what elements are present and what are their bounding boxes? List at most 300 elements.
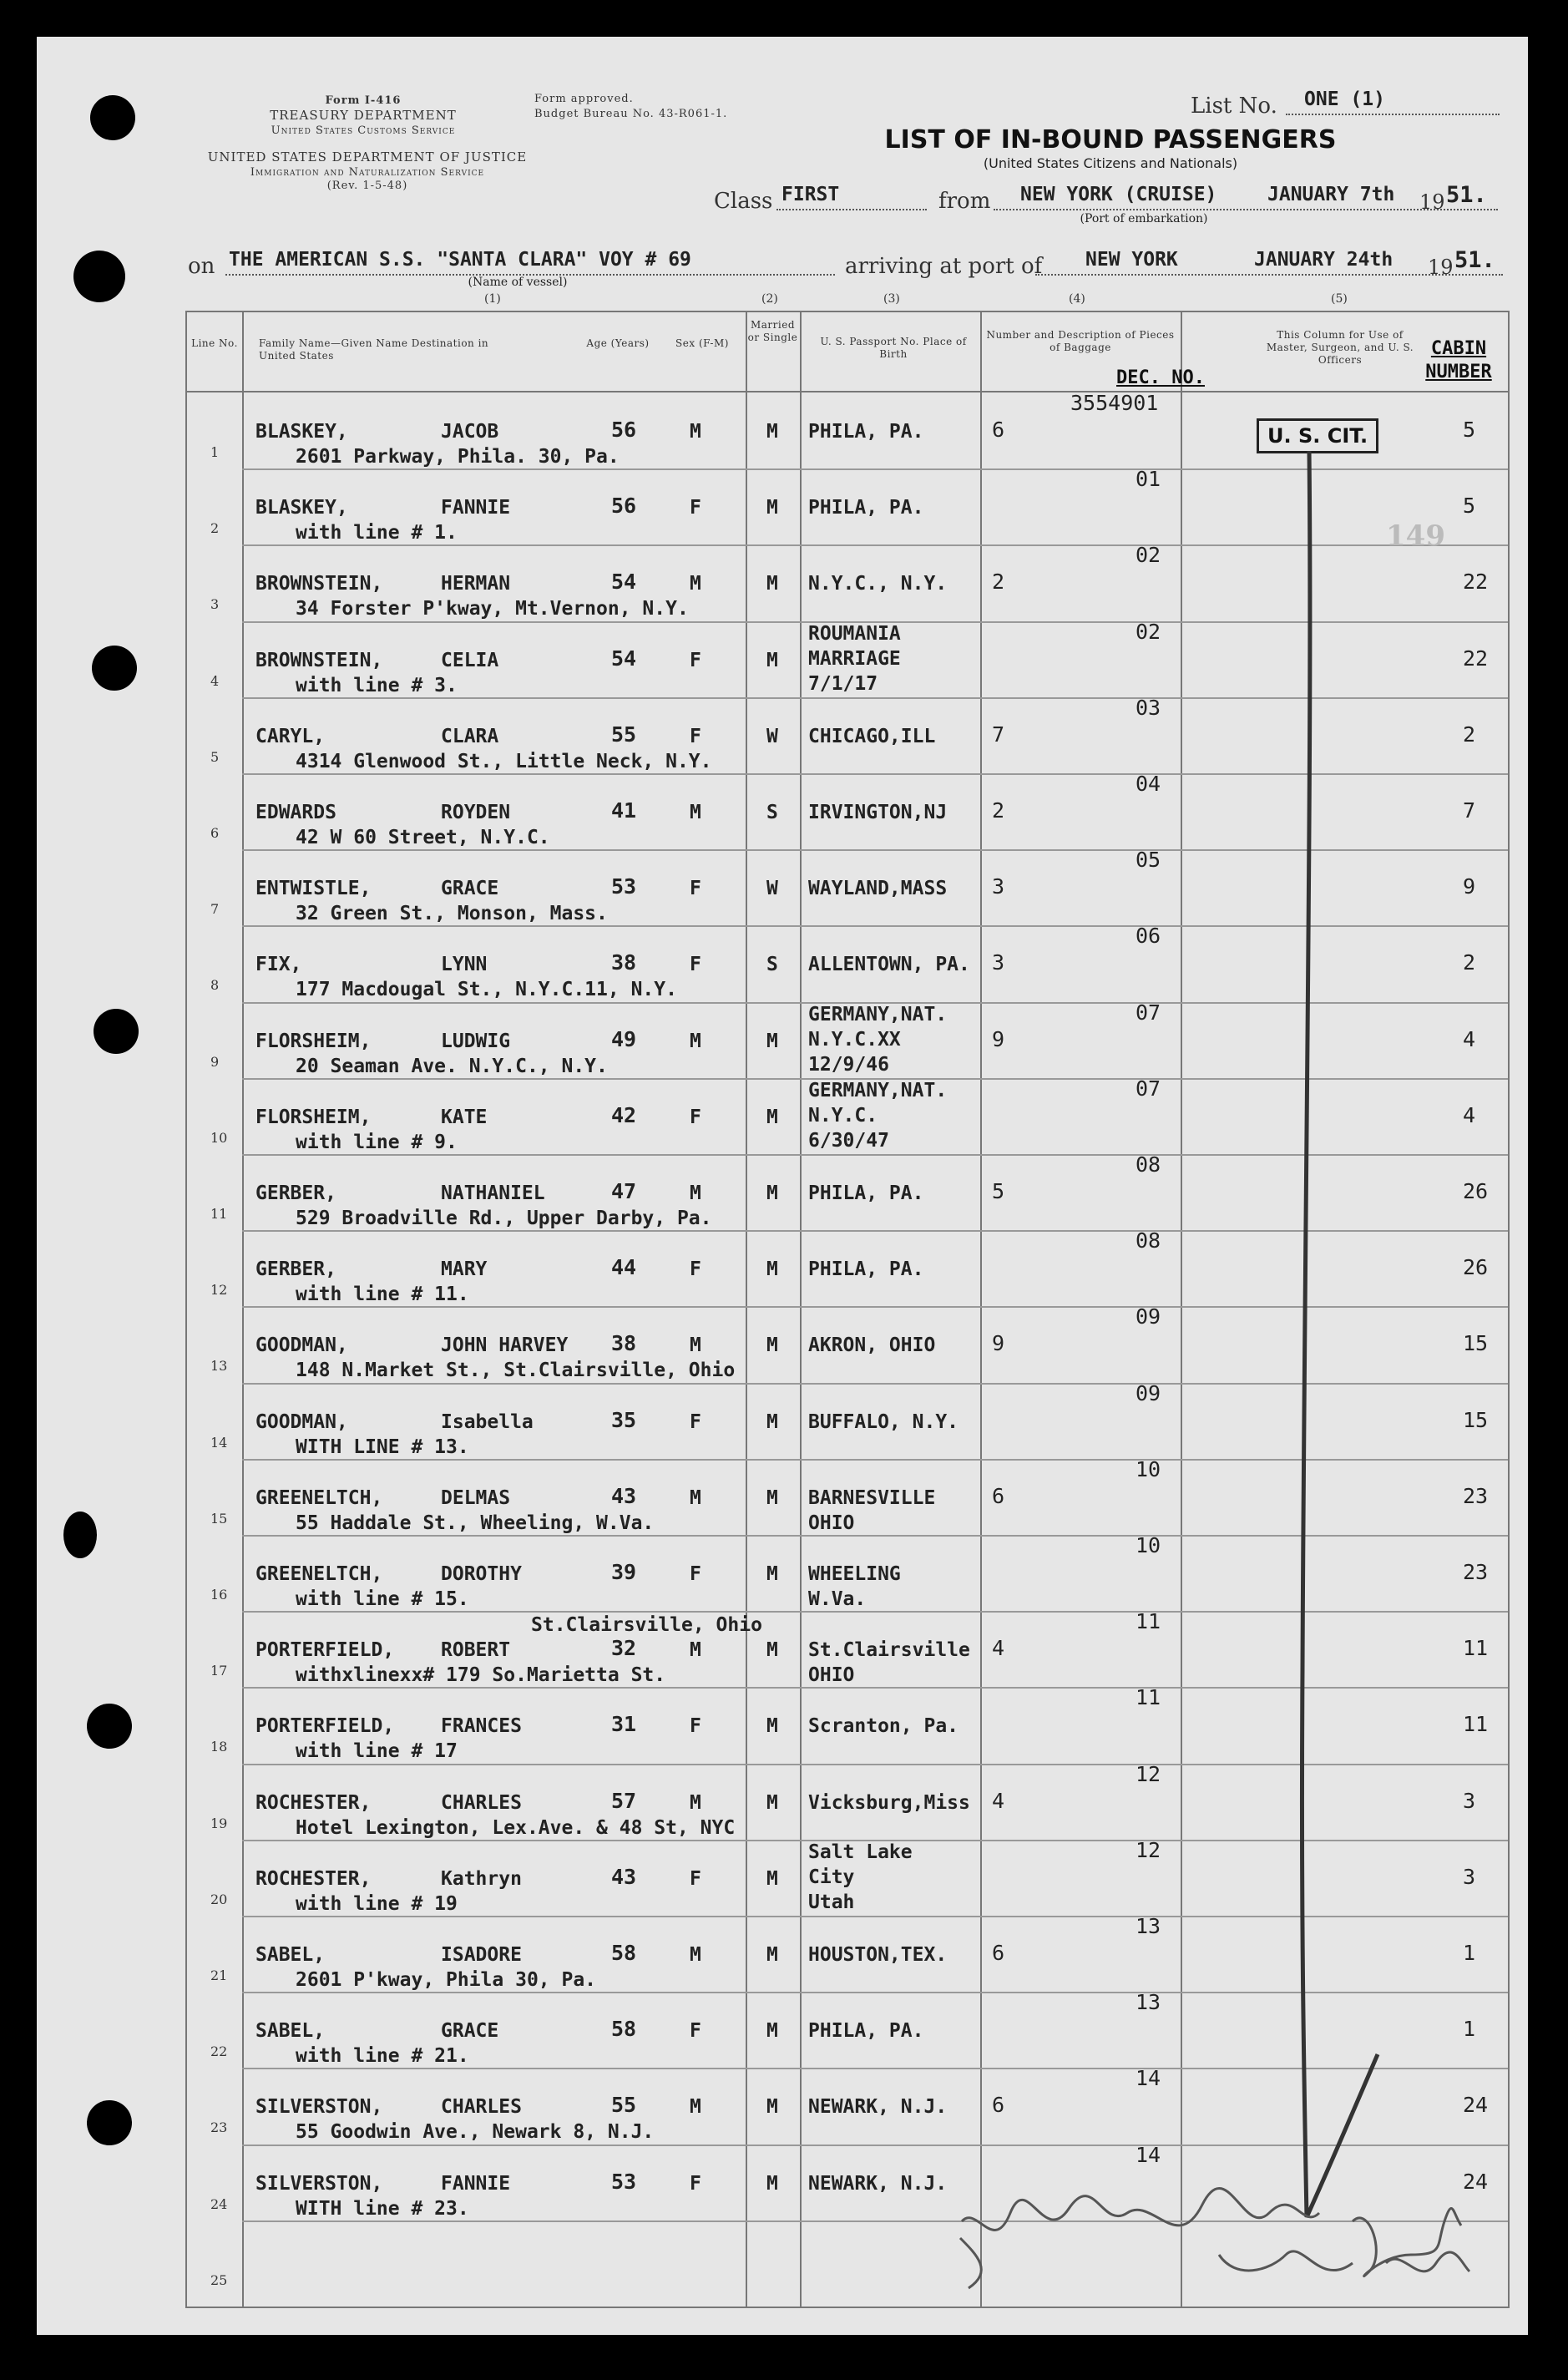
justice-line: Immigration and Naturalization Service — [250, 166, 485, 179]
age: 31 — [611, 1712, 637, 1737]
birth-place: OHIO — [808, 1512, 855, 1534]
destination: withxlinexx# 179 So.Marietta St. — [296, 1664, 666, 1687]
birth-place: 12/9/46 — [808, 1053, 889, 1076]
sex: F — [690, 954, 701, 976]
birth-place: Scranton, Pa. — [808, 1715, 959, 1738]
column-number: (4) — [1069, 292, 1085, 306]
marital-status: M — [766, 421, 778, 443]
baggage-count: 6 — [992, 2093, 1005, 2118]
line-number: 17 — [210, 1663, 228, 1679]
age: 56 — [611, 418, 637, 442]
given-name: LYNN — [441, 954, 488, 976]
destination: 148 N.Market St., St.Clairsville, Ohio — [296, 1360, 736, 1382]
line-number: 13 — [210, 1358, 228, 1375]
age: 57 — [611, 1788, 637, 1813]
sex: F — [690, 1410, 701, 1433]
marital-status: M — [766, 1715, 778, 1738]
dec-number: 12 — [1136, 1837, 1161, 1862]
cabin-number: 5 — [1463, 494, 1476, 519]
given-name: CELIA — [441, 649, 499, 671]
birth-place: IRVINGTON,NJ — [808, 802, 948, 823]
marital-status: M — [766, 2172, 778, 2195]
age: 54 — [611, 646, 637, 671]
marital-status: M — [766, 573, 778, 595]
header-baggage: Number and Description of Pieces of Baggage — [986, 329, 1175, 353]
line-number: 11 — [210, 1206, 228, 1222]
given-name: DOROTHY — [441, 1563, 522, 1585]
family-name: GERBER, — [255, 1258, 336, 1281]
line-number: 12 — [210, 1282, 228, 1299]
cabin-number: 11 — [1463, 1712, 1489, 1737]
age: 43 — [611, 1483, 637, 1508]
sex: F — [690, 1563, 701, 1585]
line-number: 9 — [210, 1053, 220, 1070]
arrival-year-prefix: 19 — [1428, 256, 1454, 279]
birth-place: PHILA, PA. — [808, 497, 924, 519]
line-number: 3 — [210, 596, 220, 613]
birth-place: N.Y.C., N.Y. — [808, 573, 948, 595]
destination: 42 W 60 Street, N.Y.C. — [296, 827, 550, 848]
line-number: 10 — [210, 1129, 228, 1146]
birth-place: PHILA, PA. — [808, 1182, 924, 1204]
given-name: ISADORE — [441, 1944, 522, 1966]
birth-place: WAYLAND,MASS — [808, 878, 948, 900]
sex: M — [690, 1639, 701, 1662]
approval-line: Form approved. — [534, 93, 634, 105]
cabin-number: 4 — [1463, 1102, 1476, 1127]
cabin-number: 2 — [1463, 722, 1476, 747]
age: 55 — [611, 2093, 637, 2118]
header-cabin: CABIN NUMBER — [1425, 338, 1492, 382]
sex: M — [690, 1182, 701, 1204]
given-name: HERMAN — [441, 573, 511, 595]
header-officers: This Column for Use of Master, Surgeon, and U. S. Officers — [1266, 329, 1414, 366]
birth-place: BARNESVILLE — [808, 1486, 936, 1509]
baggage-count: 6 — [992, 1941, 1005, 1965]
sex: F — [690, 1715, 701, 1738]
column-number: (1) — [484, 292, 501, 306]
line-number: 7 — [210, 901, 220, 918]
sex: F — [690, 497, 701, 519]
destination: 2601 P'kway, Phila 30, Pa. — [296, 1969, 597, 1991]
sex: M — [690, 573, 701, 595]
marital-status: M — [766, 1334, 778, 1357]
sex: M — [690, 1334, 701, 1357]
dec-number: 02 — [1136, 619, 1161, 644]
birth-place: GERMANY,NAT. — [808, 1079, 948, 1101]
dec-number: 13 — [1136, 1990, 1161, 2015]
family-name: PORTERFIELD, — [255, 1715, 395, 1738]
family-name: SILVERSTON, — [255, 2172, 383, 2195]
age: 39 — [611, 1560, 637, 1584]
dec-number: 06 — [1136, 924, 1161, 949]
birth-place: 6/30/47 — [808, 1129, 889, 1152]
birth-place: OHIO — [808, 1664, 855, 1687]
header-married: Married or Single — [747, 319, 798, 343]
family-name: ENTWISTLE, — [255, 878, 372, 900]
age: 47 — [611, 1179, 637, 1203]
dec-number: 12 — [1136, 1761, 1161, 1786]
dec-number: 08 — [1136, 1228, 1161, 1253]
cabin-number: 26 — [1463, 1179, 1489, 1203]
marital-status: M — [766, 1182, 778, 1204]
approval-line: Budget Bureau No. 43-R061-1. — [534, 108, 728, 120]
family-name: EDWARDS — [255, 802, 336, 823]
destination: 55 Haddale St., Wheeling, W.Va. — [296, 1512, 655, 1534]
age: 35 — [611, 1407, 637, 1432]
birth-place: PHILA, PA. — [808, 421, 924, 443]
marital-status: M — [766, 1791, 778, 1814]
given-name: MARY — [441, 1258, 488, 1281]
given-name: GRACE — [441, 2020, 499, 2043]
list-no-label: List No. — [1191, 94, 1277, 119]
family-name: GOODMAN, — [255, 1334, 348, 1357]
destination: Hotel Lexington, Lex.Ave. & 48 St, NYC — [296, 1816, 736, 1839]
given-name: FANNIE — [441, 497, 511, 519]
class-value: FIRST — [781, 184, 840, 205]
destination: 2601 Parkway, Phila. 30, Pa. — [296, 446, 620, 468]
given-name: FANNIE — [441, 2172, 511, 2195]
given-name: CLARA — [441, 725, 499, 747]
destination: 32 Green St., Monson, Mass. — [296, 903, 608, 925]
dec-number: 02 — [1136, 543, 1161, 568]
dec-number: 11 — [1136, 1609, 1161, 1634]
family-name: GREENELTCH, — [255, 1486, 383, 1509]
birth-place: GERMANY,NAT. — [808, 1003, 948, 1025]
destination-extra: St.Clairsville, Ohio — [531, 1614, 762, 1637]
dec-number: 09 — [1136, 1304, 1161, 1329]
given-name: Isabella — [441, 1410, 534, 1433]
destination: with line # 21. — [296, 2045, 469, 2068]
marital-status: M — [766, 1258, 778, 1281]
age: 32 — [611, 1636, 637, 1661]
age: 38 — [611, 950, 637, 975]
line-number: 1 — [210, 444, 220, 460]
dec-number: 14 — [1136, 2142, 1161, 2167]
arrival-port: NEW YORK — [1085, 249, 1178, 271]
destination: 177 Macdougal St., N.Y.C.11, N.Y. — [296, 979, 677, 1001]
from-label: from — [938, 189, 991, 214]
embark-caption: (Port of embarkation) — [1080, 212, 1208, 225]
marital-status: M — [766, 2020, 778, 2043]
age: 53 — [611, 874, 637, 899]
sex: F — [690, 725, 701, 747]
dec-number: 3554901 — [1070, 391, 1159, 415]
line-number: 25 — [210, 2271, 228, 2288]
destination: 55 Goodwin Ave., Newark 8, N.J. — [296, 2121, 655, 2144]
sex: F — [690, 878, 701, 900]
given-name: KATE — [441, 1106, 488, 1128]
given-name: ROBERT — [441, 1639, 511, 1662]
birth-place: St.Clairsville — [808, 1639, 970, 1662]
baggage-count: 5 — [992, 1179, 1005, 1203]
dec-number: 13 — [1136, 1914, 1161, 1938]
marital-status: W — [766, 725, 778, 747]
cabin-number: 1 — [1463, 2017, 1476, 2042]
destination: 4314 Glenwood St., Little Neck, N.Y. — [296, 750, 712, 772]
destination: with line # 15. — [296, 1588, 469, 1610]
age: 53 — [611, 2169, 637, 2194]
cabin-number: 23 — [1463, 1483, 1489, 1508]
dept-line: United States Customs Service — [271, 124, 456, 137]
marital-status: S — [766, 954, 778, 976]
age: 49 — [611, 1026, 637, 1051]
sex: F — [690, 1258, 701, 1281]
birth-place: 7/1/17 — [808, 672, 878, 695]
baggage-count: 2 — [992, 798, 1005, 823]
baggage-count: 4 — [992, 1788, 1005, 1813]
destination: 34 Forster P'kway, Mt.Vernon, N.Y. — [296, 598, 689, 620]
dept-line: TREASURY DEPARTMENT — [270, 108, 457, 123]
marital-status: M — [766, 1563, 778, 1585]
line-number: 18 — [210, 1739, 228, 1755]
dec-number: 14 — [1136, 2066, 1161, 2091]
faint-mark: 149 — [1386, 519, 1445, 553]
birth-place: Salt Lake — [808, 1841, 913, 1863]
line-number: 19 — [210, 1815, 228, 1831]
birth-place: NEWARK, N.J. — [808, 2172, 948, 2195]
cabin-number: 3 — [1463, 1864, 1476, 1889]
family-name: ROCHESTER, — [255, 1791, 372, 1814]
dec-number: 10 — [1136, 1456, 1161, 1481]
baggage-count: 3 — [992, 874, 1005, 899]
given-name: Kathryn — [441, 1867, 522, 1890]
marital-status: M — [766, 1486, 778, 1509]
dec-number: 10 — [1136, 1533, 1161, 1557]
cabin-number: 3 — [1463, 1788, 1476, 1813]
family-name: GOODMAN, — [255, 1410, 348, 1433]
destination: with line # 11. — [296, 1284, 469, 1306]
cabin-number: 26 — [1463, 1255, 1489, 1280]
line-number: 16 — [210, 1587, 228, 1603]
column-number: (2) — [761, 292, 778, 306]
line-number: 24 — [210, 2195, 228, 2212]
line-number: 15 — [210, 1510, 228, 1527]
family-name: CARYL, — [255, 725, 326, 747]
justice-line: (Rev. 1-5-48) — [326, 180, 408, 192]
column-number: (3) — [883, 292, 900, 306]
line-number: 6 — [210, 825, 220, 841]
page-subtitle: (United States Citizens and Nationals) — [983, 155, 1238, 171]
destination: 529 Broadville Rd., Upper Darby, Pa. — [296, 1208, 712, 1229]
sex: M — [690, 1030, 701, 1052]
line-number: 14 — [210, 1434, 228, 1451]
cabin-number: 1 — [1463, 1941, 1476, 1965]
family-name: BLASKEY, — [255, 497, 348, 519]
cabin-number: 15 — [1463, 1407, 1489, 1432]
sex: M — [690, 802, 701, 823]
given-name: JOHN HARVEY — [441, 1334, 569, 1357]
cabin-number: 5 — [1463, 418, 1476, 442]
cabin-number: 9 — [1463, 874, 1476, 899]
sex: F — [690, 1867, 701, 1890]
given-name: GRACE — [441, 878, 499, 900]
marital-status: M — [766, 497, 778, 519]
header-line-no: Line No. — [191, 337, 238, 349]
destination: with line # 3. — [296, 674, 458, 696]
family-name: FIX, — [255, 954, 302, 976]
class-label: Class — [714, 189, 773, 214]
family-name: BROWNSTEIN, — [255, 573, 383, 595]
line-number: 4 — [210, 672, 220, 689]
us-citizen-stamp: U. S. CIT. — [1257, 418, 1378, 453]
age: 58 — [611, 1941, 637, 1965]
header-passport: U. S. Passport No. Place of Birth — [820, 336, 967, 360]
line-number: 20 — [210, 1891, 228, 1907]
family-name: FLORSHEIM, — [255, 1030, 372, 1052]
given-name: JACOB — [441, 421, 499, 443]
from-port: NEW YORK (CRUISE) — [1020, 184, 1217, 205]
baggage-count: 9 — [992, 1026, 1005, 1051]
column-number: (5) — [1331, 292, 1348, 306]
destination: 20 Seaman Ave. N.Y.C., N.Y. — [296, 1055, 608, 1077]
cabin-number: 24 — [1463, 2093, 1489, 2118]
birth-place: PHILA, PA. — [808, 1258, 924, 1281]
birth-place: ROUMANIA — [808, 622, 901, 645]
sex: M — [690, 1944, 701, 1966]
header-name: Family Name—Given Name Destination in United States — [259, 337, 489, 362]
dec-number: 11 — [1136, 1685, 1161, 1710]
cabin-number: 2 — [1463, 950, 1476, 975]
birth-place: NEWARK, N.J. — [808, 2096, 948, 2119]
given-name: DELMAS — [441, 1486, 511, 1509]
baggage-count: 9 — [992, 1331, 1005, 1356]
sex: M — [690, 421, 701, 443]
header-dec-no: DEC. NO. — [1116, 367, 1205, 388]
from-year: 51. — [1446, 182, 1487, 208]
age: 41 — [611, 798, 637, 823]
line-number: 23 — [210, 2119, 228, 2136]
marital-status: W — [766, 878, 778, 900]
sex: M — [690, 2096, 701, 2119]
cabin-number: 22 — [1463, 570, 1489, 595]
cabin-number: 7 — [1463, 798, 1476, 823]
baggage-count: 2 — [992, 570, 1005, 595]
birth-place: N.Y.C.XX — [808, 1028, 901, 1051]
form-number: Form I-416 — [325, 94, 402, 107]
family-name: PORTERFIELD, — [255, 1639, 395, 1662]
birth-place: City — [808, 1866, 855, 1888]
birth-place: CHICAGO,ILL — [808, 725, 936, 747]
birth-place: Vicksburg,Miss — [808, 1791, 970, 1814]
family-name: BROWNSTEIN, — [255, 649, 383, 671]
vessel-caption: (Name of vessel) — [468, 276, 568, 289]
birth-place: W.Va. — [808, 1588, 867, 1610]
cabin-number: 4 — [1463, 1026, 1476, 1051]
baggage-count: 6 — [992, 418, 1005, 442]
birth-place: AKRON, OHIO — [808, 1334, 936, 1357]
header-sex: Sex (F-M) — [675, 337, 729, 349]
age: 43 — [611, 1864, 637, 1889]
cabin-number: 15 — [1463, 1331, 1489, 1356]
age: 56 — [611, 494, 637, 519]
page-title: LIST OF IN-BOUND PASSENGERS — [884, 125, 1337, 154]
age: 58 — [611, 2017, 637, 2042]
family-name: SABEL, — [255, 2020, 326, 2043]
birth-place: PHILA, PA. — [808, 2020, 924, 2043]
vessel-name: THE AMERICAN S.S. "SANTA CLARA" VOY # 69 — [229, 249, 691, 271]
birth-place: N.Y.C. — [808, 1104, 878, 1127]
arrival-year: 51. — [1454, 247, 1495, 273]
given-name: FRANCES — [441, 1715, 522, 1738]
family-name: BLASKEY, — [255, 421, 348, 443]
dec-number: 09 — [1136, 1380, 1161, 1405]
given-name: NATHANIEL — [441, 1182, 545, 1204]
arrival-date: JANUARY 24th — [1254, 249, 1393, 271]
sex: F — [690, 649, 701, 671]
dec-number: 04 — [1136, 772, 1161, 796]
sex: M — [690, 1486, 701, 1509]
marital-status: S — [766, 802, 778, 823]
dec-number: 05 — [1136, 848, 1161, 873]
destination: WITH line # 23. — [296, 2197, 469, 2220]
baggage-count: 3 — [992, 950, 1005, 975]
baggage-count: 6 — [992, 1483, 1005, 1508]
line-number: 21 — [210, 1967, 228, 1983]
family-name: SABEL, — [255, 1944, 326, 1966]
destination: with line # 1. — [296, 522, 458, 544]
given-name: CHARLES — [441, 1791, 522, 1814]
dec-number: 01 — [1136, 467, 1161, 492]
dec-number: 07 — [1136, 1076, 1161, 1101]
marital-status: M — [766, 1867, 778, 1890]
marital-status: M — [766, 1030, 778, 1052]
destination: with line # 9. — [296, 1131, 458, 1153]
cabin-number: 23 — [1463, 1560, 1489, 1584]
cabin-number: 24 — [1463, 2169, 1489, 2194]
birth-place: Utah — [808, 1891, 855, 1913]
line-number: 2 — [210, 520, 220, 537]
family-name: GREENELTCH, — [255, 1563, 383, 1585]
given-name: LUDWIG — [441, 1030, 511, 1052]
sex: M — [690, 1791, 701, 1814]
marital-status: M — [766, 2096, 778, 2119]
destination: with line # 17 — [296, 1740, 458, 1763]
marital-status: M — [766, 1410, 778, 1433]
from-date: JANUARY 7th — [1267, 184, 1395, 205]
given-name: CHARLES — [441, 2096, 522, 2119]
dec-number: 07 — [1136, 1000, 1161, 1025]
age: 42 — [611, 1102, 637, 1127]
from-year-prefix: 19 — [1419, 190, 1445, 214]
list-no-value: ONE (1) — [1304, 89, 1385, 110]
justice-line: UNITED STATES DEPARTMENT OF JUSTICE — [207, 149, 528, 165]
birth-place: WHEELING — [808, 1563, 901, 1585]
age: 38 — [611, 1331, 637, 1356]
sex: F — [690, 1106, 701, 1128]
birth-place: BUFFALO, N.Y. — [808, 1410, 959, 1433]
family-name: FLORSHEIM, — [255, 1106, 372, 1128]
given-name: ROYDEN — [441, 802, 511, 823]
birth-place: MARRIAGE — [808, 647, 901, 670]
header-age: Age (Years) — [586, 337, 650, 349]
family-name: ROCHESTER, — [255, 1867, 372, 1890]
line-number: 5 — [210, 748, 220, 765]
marital-status: M — [766, 1944, 778, 1966]
birth-place: HOUSTON,TEX. — [808, 1944, 948, 1966]
cabin-number: 22 — [1463, 646, 1489, 671]
baggage-count: 7 — [992, 722, 1005, 747]
on-label: on — [188, 254, 215, 279]
marital-status: M — [766, 1639, 778, 1662]
sex: F — [690, 2020, 701, 2043]
marital-status: M — [766, 649, 778, 671]
baggage-count: 4 — [992, 1636, 1005, 1661]
dec-number: 08 — [1136, 1152, 1161, 1177]
family-name: GERBER, — [255, 1182, 336, 1204]
birth-place: ALLENTOWN, PA. — [808, 954, 970, 976]
sex: F — [690, 2172, 701, 2195]
